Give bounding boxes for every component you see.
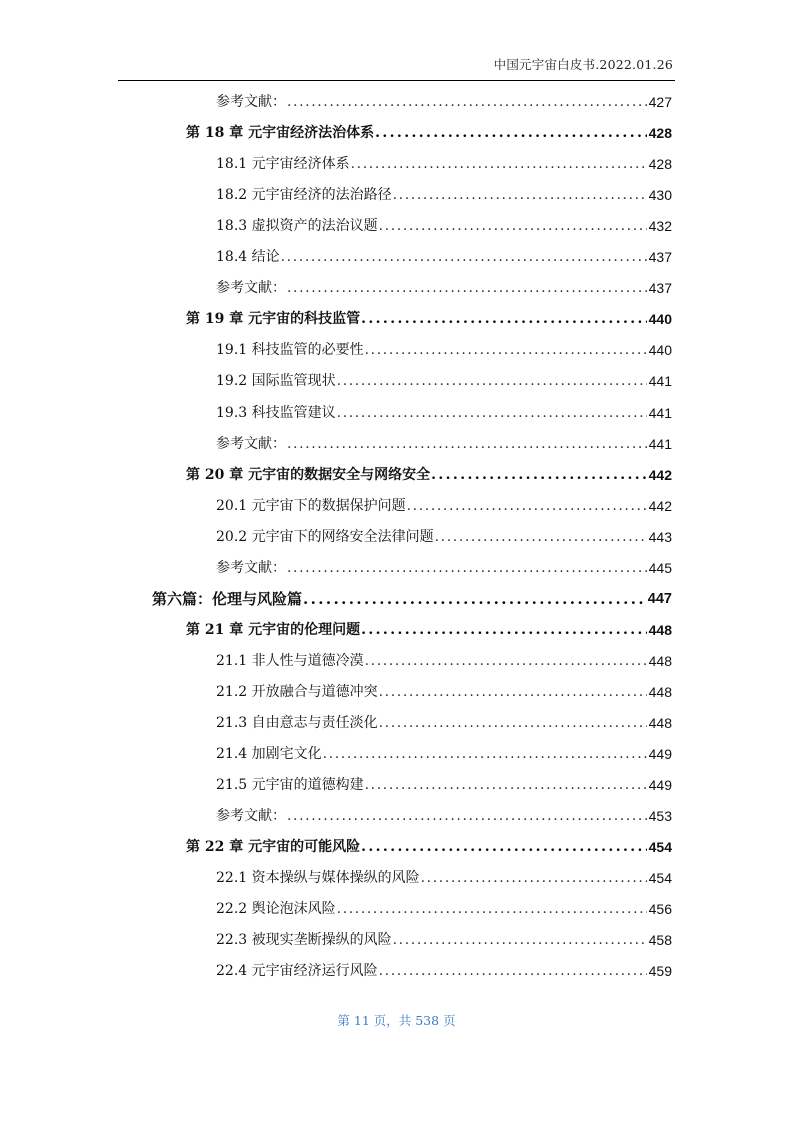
toc-entry-page-number: 448 [648, 715, 672, 731]
toc-entry-title: 第六篇：伦理与风险篇 [152, 590, 303, 608]
toc-entry-section[interactable] [216, 495, 672, 517]
toc-entry-chapter[interactable] [186, 122, 672, 144]
toc-entry-title: 21.1 非人性与道德冷漠 [216, 653, 364, 669]
toc-entry-page-number: 428 [648, 125, 672, 141]
dot-leader [287, 557, 647, 579]
toc-entry-page-number: 442 [648, 498, 672, 514]
dot-leader [287, 805, 647, 827]
toc-entry-page-number: 428 [648, 156, 672, 172]
dot-leader [337, 402, 647, 424]
toc-entry-section[interactable] [216, 526, 672, 548]
dot-leader [407, 495, 647, 517]
toc-entry-page-number: 432 [648, 218, 672, 234]
toc-entry-section[interactable] [216, 339, 672, 361]
toc-entry-page-number: 440 [648, 311, 672, 327]
toc-entry-title: 22.1 资本操纵与媒体操纵的风险 [216, 870, 420, 886]
toc-entry-page-number: 437 [648, 280, 672, 296]
toc-entry-title: 22.3 被现实垄断操纵的风险 [216, 932, 392, 948]
dot-leader [287, 433, 647, 455]
dot-leader [435, 526, 647, 548]
toc-entry-title: 18.2 元宇宙经济的法治路径 [216, 187, 392, 203]
toc-entry-title: 第 18 章 元宇宙经济法治体系 [186, 125, 375, 141]
toc-entry-section[interactable] [216, 215, 672, 237]
dot-leader [393, 929, 647, 951]
toc-entry-page-number: 447 [647, 591, 672, 607]
toc-entry-title: 21.4 加剧宅文化 [216, 746, 322, 762]
toc-entry-page-number: 440 [648, 342, 672, 358]
toc-entry-section[interactable] [216, 402, 672, 424]
toc-entry-page-number: 449 [648, 777, 672, 793]
toc-entry-section[interactable] [216, 743, 672, 765]
toc-entry-section[interactable] [216, 650, 672, 672]
toc-entry-title: 19.1 科技监管的必要性 [216, 342, 364, 358]
dot-leader [281, 246, 647, 268]
toc-entry-title: 20.1 元宇宙下的数据保护问题 [216, 498, 406, 514]
toc-entry-title: 21.3 自由意志与责任淡化 [216, 715, 378, 731]
toc-entry-page-number: 456 [648, 901, 672, 917]
toc-entry-section[interactable] [216, 184, 672, 206]
toc-entry-ref[interactable] [216, 557, 672, 579]
toc-entry-section[interactable] [216, 370, 672, 392]
dot-leader [379, 681, 647, 703]
toc-entry-page-number: 441 [648, 373, 672, 389]
toc-entry-page-number: 453 [648, 808, 672, 824]
dot-leader [431, 464, 647, 486]
toc-entry-title: 第 19 章 元宇宙的科技监管 [186, 311, 361, 327]
toc-entry-section[interactable] [216, 898, 672, 920]
toc-entry-page-number: 449 [648, 746, 672, 762]
toc-entry-title: 第 21 章 元宇宙的伦理问题 [186, 622, 361, 638]
toc-entry-chapter[interactable] [186, 836, 672, 858]
dot-leader [365, 339, 647, 361]
toc-entry-title: 参考文献： [216, 94, 286, 110]
toc-entry-title: 18.3 虚拟资产的法治议题 [216, 218, 378, 234]
page-footer: 第 11 页，共 538 页 [337, 1013, 456, 1028]
toc-entry-ref[interactable] [216, 805, 672, 827]
dot-leader [323, 743, 647, 765]
toc-entry-page-number: 443 [648, 529, 672, 545]
toc-entry-section[interactable] [216, 774, 672, 796]
dot-leader [287, 277, 647, 299]
toc-entry-title: 20.2 元宇宙下的网络安全法律问题 [216, 529, 434, 545]
dot-leader [421, 867, 647, 889]
toc-entry-title: 参考文献： [216, 808, 286, 824]
running-header: 中国元宇宙白皮书.2022.01.26 [493, 57, 673, 72]
toc-entry-page-number: 448 [648, 622, 672, 638]
dot-leader [303, 588, 646, 610]
toc-entry-page-number: 448 [648, 684, 672, 700]
toc-entry-title: 18.4 结论 [216, 249, 280, 265]
dot-leader [337, 898, 647, 920]
dot-leader [361, 308, 647, 330]
toc-entry-section[interactable] [216, 681, 672, 703]
toc-entry-section[interactable] [216, 153, 672, 175]
toc-entry-page-number: 441 [648, 405, 672, 421]
toc-entry-page-number: 430 [648, 187, 672, 203]
toc-entry-title: 参考文献： [216, 436, 286, 452]
toc-entry-chapter[interactable] [186, 619, 672, 641]
toc-entry-section[interactable] [216, 712, 672, 734]
toc-entry-ref[interactable] [216, 277, 672, 299]
dot-leader [365, 774, 647, 796]
toc-entry-ref[interactable] [216, 91, 672, 113]
toc-entry-page-number: 442 [648, 467, 672, 483]
toc-entry-page-number: 448 [648, 653, 672, 669]
dot-leader [365, 650, 647, 672]
toc-entry-title: 22.2 舆论泡沫风险 [216, 901, 336, 917]
toc-entry-section[interactable] [216, 960, 672, 982]
toc-entry-section[interactable] [216, 929, 672, 951]
toc-entry-title: 参考文献： [216, 560, 286, 576]
toc-entry-title: 19.3 科技监管建议 [216, 405, 336, 421]
dot-leader [351, 153, 647, 175]
toc-entry-chapter[interactable] [186, 308, 672, 330]
dot-leader [287, 91, 647, 113]
toc-entry-title: 第 20 章 元宇宙的数据安全与网络安全 [186, 467, 431, 483]
toc-entry-title: 参考文献： [216, 280, 286, 296]
toc-entry-page-number: 454 [648, 870, 672, 886]
dot-leader [379, 960, 647, 982]
toc-entry-chapter[interactable] [186, 464, 672, 486]
dot-leader [337, 370, 647, 392]
toc-entry-ref[interactable] [216, 433, 672, 455]
dot-leader [393, 184, 647, 206]
dot-leader [379, 712, 647, 734]
toc-entry-title: 21.2 开放融合与道德冲突 [216, 684, 378, 700]
toc-entry-title: 18.1 元宇宙经济体系 [216, 156, 350, 172]
toc-entry-title: 22.4 元宇宙经济运行风险 [216, 963, 378, 979]
toc-entry-page-number: 458 [648, 932, 672, 948]
toc-entry-title: 21.5 元宇宙的道德构建 [216, 777, 364, 793]
dot-leader [379, 215, 647, 237]
toc-entry-title: 第 22 章 元宇宙的可能风险 [186, 839, 361, 855]
dot-leader [361, 619, 647, 641]
toc-entry-page-number: 445 [648, 560, 672, 576]
toc-entry-page-number: 437 [648, 249, 672, 265]
toc-entry-page-number: 441 [648, 436, 672, 452]
toc-entry-section[interactable] [216, 867, 672, 889]
toc-entry-title: 19.2 国际监管现状 [216, 373, 336, 389]
toc-entry-page-number: 454 [648, 839, 672, 855]
dot-leader [361, 836, 647, 858]
toc-entry-page-number: 427 [648, 94, 672, 110]
toc-entry-section[interactable] [216, 246, 672, 268]
header-rule [118, 80, 675, 81]
dot-leader [375, 122, 647, 144]
toc-entry-part[interactable] [152, 588, 672, 610]
toc-entry-page-number: 459 [648, 963, 672, 979]
